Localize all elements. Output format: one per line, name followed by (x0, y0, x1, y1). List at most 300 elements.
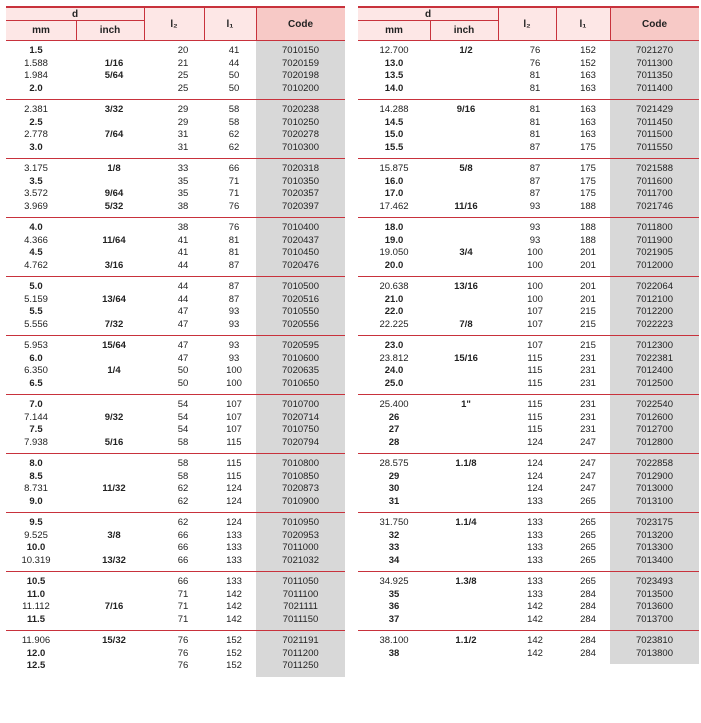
cell-l2: 41 (177, 234, 189, 246)
cell-mm: 34 (388, 554, 400, 566)
table-row (6, 471, 345, 484)
cell-mm: 5.0 (29, 281, 43, 292)
table-row (6, 319, 345, 332)
cell-l1: 66 (228, 163, 240, 174)
cell-mm: 8.731 (24, 483, 48, 494)
cell-l2: 21 (177, 57, 189, 69)
cell-code: 7010400 (282, 222, 319, 233)
header-d: d (424, 8, 432, 20)
cell-l2: 115 (527, 424, 543, 435)
cell-code: 7021032 (282, 554, 319, 566)
table-row (358, 104, 699, 117)
cell-l2: 50 (177, 365, 189, 376)
row-group (358, 100, 699, 159)
cell-l2: 133 (527, 576, 543, 587)
cell-code: 7020318 (282, 163, 319, 174)
cell-mm: 28 (388, 436, 400, 448)
cell-mm: 23.812 (379, 352, 409, 364)
cell-code: 7011450 (636, 116, 673, 128)
table-row (6, 635, 345, 648)
header-l2: l₂ (170, 18, 178, 30)
cell-l2: 58 (177, 458, 189, 469)
cell-code: 7010250 (282, 116, 319, 128)
cell-l1: 215 (580, 318, 596, 330)
cell-l2: 81 (529, 116, 541, 128)
header-vline (498, 8, 499, 40)
cell-code: 7023175 (636, 517, 673, 528)
cell-mm: 6.350 (24, 365, 48, 376)
cell-l2: 44 (177, 259, 189, 271)
cell-inch: 3/8 (107, 529, 121, 541)
table-row (358, 83, 699, 96)
table-row (6, 399, 345, 412)
cell-l2: 66 (177, 554, 189, 566)
cell-mm: 2.0 (29, 82, 43, 94)
row-group (358, 336, 699, 395)
cell-code: 7010500 (282, 281, 319, 292)
cell-mm: 14.0 (384, 82, 404, 94)
cell-l1: 265 (580, 495, 596, 507)
cell-l1: 201 (580, 259, 596, 271)
cell-mm: 26 (388, 411, 400, 423)
cell-mm: 8.0 (29, 458, 43, 469)
cell-l1: 107 (226, 399, 242, 410)
cell-l2: 71 (177, 601, 189, 612)
row-group (358, 631, 699, 664)
header-inch: inch (453, 25, 475, 36)
cell-l1: 133 (226, 529, 242, 541)
cell-l1: 133 (226, 576, 242, 587)
cell-l1: 44 (228, 57, 240, 69)
table-row (358, 176, 699, 189)
header-divider (358, 20, 498, 21)
cell-l1: 50 (228, 82, 240, 94)
table-row (358, 483, 699, 496)
table-row (6, 188, 345, 201)
cell-code: 7010850 (282, 470, 319, 482)
table-row (358, 496, 699, 509)
row-group (358, 218, 699, 277)
cell-inch: 5/16 (104, 436, 124, 448)
cell-l2: 58 (177, 470, 189, 482)
cell-mm: 15.0 (384, 129, 404, 140)
cell-l2: 50 (177, 377, 189, 389)
cell-l1: 175 (580, 163, 596, 174)
cell-l1: 58 (228, 116, 240, 128)
table-row (358, 353, 699, 366)
cell-l2: 47 (177, 318, 189, 330)
cell-code: 7013100 (636, 495, 673, 507)
table-body (6, 41, 345, 677)
cell-inch: 11/16 (454, 200, 478, 212)
cell-code: 7011900 (636, 234, 673, 246)
cell-mm: 28.575 (379, 458, 409, 469)
table-row (358, 542, 699, 555)
cell-code: 7020159 (282, 57, 319, 69)
table-row (6, 117, 345, 130)
cell-l1: 76 (228, 200, 240, 212)
cell-code: 7011400 (636, 82, 673, 94)
cell-code: 7011200 (282, 647, 319, 659)
cell-mm: 4.366 (24, 234, 48, 246)
cell-l2: 124 (527, 436, 543, 448)
cell-l1: 231 (580, 399, 596, 410)
table-row (358, 58, 699, 71)
table-row (358, 163, 699, 176)
cell-code: 7023810 (636, 635, 673, 646)
table-row (358, 530, 699, 543)
table-row (6, 517, 345, 530)
cell-mm: 20.638 (379, 281, 409, 292)
cell-inch: 5/32 (104, 200, 124, 212)
table-row (6, 260, 345, 273)
cell-mm: 1.588 (24, 57, 48, 69)
cell-inch: 15/64 (102, 340, 126, 351)
cell-code: 7010550 (282, 306, 319, 317)
cell-l1: 201 (580, 247, 596, 258)
cell-l1: 284 (580, 613, 596, 625)
cell-l2: 54 (177, 399, 189, 410)
cell-l2: 133 (527, 495, 543, 507)
table-row (358, 188, 699, 201)
table-row (6, 412, 345, 425)
cell-mm: 7.938 (24, 436, 48, 448)
table-row (6, 129, 345, 142)
cell-mm: 21.0 (384, 293, 404, 305)
table-body (358, 41, 699, 664)
cell-code: 7020238 (282, 104, 319, 115)
cell-l2: 35 (177, 188, 189, 199)
cell-l1: 71 (228, 188, 240, 199)
cell-l1: 163 (580, 82, 596, 94)
cell-code: 7011500 (636, 129, 673, 140)
cell-l1: 152 (580, 45, 596, 56)
cell-code: 7010650 (282, 377, 319, 389)
table-row (6, 555, 345, 568)
table-row (6, 306, 345, 319)
cell-l1: 284 (580, 588, 596, 600)
header-d: d (71, 8, 79, 20)
cell-mm: 4.0 (29, 222, 43, 233)
cell-code: 7011150 (282, 613, 319, 625)
cell-l2: 62 (177, 517, 189, 528)
table-row (358, 260, 699, 273)
table-row (358, 70, 699, 83)
cell-code: 7022223 (636, 318, 673, 330)
header-vline (610, 8, 611, 40)
header-l2: l₂ (523, 18, 531, 30)
cell-code: 7013200 (636, 529, 673, 541)
cell-code: 7012100 (636, 293, 673, 305)
cell-l2: 31 (177, 129, 189, 140)
table-row (358, 306, 699, 319)
table-row (358, 378, 699, 391)
cell-l1: 142 (226, 613, 242, 625)
table-row (358, 235, 699, 248)
cell-mm: 5.953 (24, 340, 48, 351)
cell-l2: 107 (527, 306, 543, 317)
cell-l1: 152 (580, 57, 596, 69)
cell-l2: 71 (177, 588, 189, 600)
cell-l2: 100 (527, 293, 543, 305)
cell-mm: 1.984 (24, 70, 48, 81)
header-vline (204, 8, 205, 40)
table-row (358, 129, 699, 142)
cell-l1: 188 (580, 222, 596, 233)
cell-code: 7020198 (282, 70, 319, 81)
cell-mm: 38.100 (379, 635, 409, 646)
cell-mm: 5.556 (24, 318, 48, 330)
header-mm: mm (385, 25, 403, 36)
cell-code: 7021270 (636, 45, 673, 56)
table-row (358, 517, 699, 530)
cell-l1: 93 (228, 306, 240, 317)
cell-mm: 22.225 (379, 318, 409, 330)
cell-code: 7020476 (282, 259, 319, 271)
cell-inch: 1/4 (107, 365, 121, 376)
cell-code: 7020516 (282, 293, 319, 305)
cell-l1: 284 (580, 635, 596, 646)
cell-l2: 66 (177, 529, 189, 541)
cell-inch: 7/32 (104, 318, 124, 330)
cell-inch: 1.1/8 (455, 458, 477, 469)
header-code: Code (642, 18, 667, 30)
cell-l1: 81 (228, 247, 240, 258)
cell-mm: 9.525 (24, 529, 48, 541)
cell-l1: 62 (228, 141, 240, 153)
cell-mm: 19.0 (384, 234, 404, 246)
table-row (6, 589, 345, 602)
cell-l1: 175 (580, 141, 596, 153)
cell-code: 7012700 (636, 424, 673, 435)
cell-mm: 30 (388, 483, 400, 494)
cell-l2: 76 (177, 647, 189, 659)
cell-l1: 231 (580, 411, 596, 423)
cell-inch: 11/64 (102, 234, 126, 246)
cell-l2: 100 (527, 281, 543, 292)
cell-code: 7012300 (636, 340, 673, 351)
cell-mm: 3.969 (24, 200, 48, 212)
cell-mm: 1.5 (29, 45, 43, 56)
cell-l1: 107 (226, 411, 242, 423)
cell-l1: 231 (580, 424, 596, 435)
cell-mm: 2.381 (24, 104, 48, 115)
cell-mm: 6.5 (29, 377, 43, 389)
row-group (358, 572, 699, 631)
cell-mm: 7.0 (29, 399, 43, 410)
cell-code: 7012600 (636, 411, 673, 423)
cell-code: 7021588 (636, 163, 673, 174)
cell-code: 7011050 (282, 576, 319, 587)
table-row (6, 496, 345, 509)
table-row (358, 340, 699, 353)
cell-mm: 4.762 (24, 259, 48, 271)
cell-l2: 47 (177, 306, 189, 317)
row-group (358, 277, 699, 336)
row-group (358, 513, 699, 572)
cell-mm: 34.925 (379, 576, 409, 587)
cell-code: 7012500 (636, 377, 673, 389)
table-row (6, 235, 345, 248)
table-row (358, 201, 699, 214)
cell-l2: 115 (527, 365, 543, 376)
cell-mm: 8.5 (29, 470, 43, 482)
cell-code: 7010700 (282, 399, 319, 410)
cell-mm: 4.5 (29, 247, 43, 258)
cell-inch: 9/32 (104, 411, 124, 423)
cell-l1: 124 (226, 517, 242, 528)
table-row (358, 471, 699, 484)
cell-code: 7021111 (283, 601, 318, 612)
cell-code: 7010750 (282, 424, 319, 435)
table-row (6, 104, 345, 117)
cell-mm: 17.0 (384, 188, 404, 199)
table-row (6, 660, 345, 673)
cell-mm: 38 (388, 647, 400, 659)
table-row (358, 281, 699, 294)
header-vline (430, 21, 431, 40)
header-vline (256, 8, 257, 40)
cell-l2: 38 (177, 222, 189, 233)
table-row (6, 142, 345, 155)
table-row (358, 412, 699, 425)
table-row (6, 483, 345, 496)
cell-l1: 71 (228, 175, 240, 187)
table-row (6, 365, 345, 378)
cell-l2: 20 (177, 45, 189, 56)
cell-l1: 247 (580, 483, 596, 494)
cell-l2: 25 (177, 70, 189, 81)
table-row (358, 222, 699, 235)
row-group (6, 277, 345, 336)
row-group (6, 218, 345, 277)
table-row (6, 614, 345, 627)
cell-inch: 9/16 (456, 104, 476, 115)
cell-l2: 115 (527, 352, 543, 364)
cell-l2: 142 (527, 647, 543, 659)
cell-mm: 3.572 (24, 188, 48, 199)
cell-l1: 265 (580, 529, 596, 541)
cell-mm: 15.875 (379, 163, 409, 174)
table-row (358, 424, 699, 437)
cell-code: 7013000 (636, 483, 673, 494)
table-row (358, 319, 699, 332)
row-group (358, 159, 699, 218)
cell-l2: 115 (527, 377, 543, 389)
table-row (6, 353, 345, 366)
cell-mm: 9.5 (29, 517, 43, 528)
cell-l2: 115 (527, 411, 543, 423)
table-row (358, 601, 699, 614)
cell-l2: 62 (177, 495, 189, 507)
cell-l2: 100 (527, 247, 543, 258)
cell-inch: 3/16 (104, 259, 124, 271)
cell-code: 7010450 (282, 247, 319, 258)
cell-code: 7010200 (282, 82, 319, 94)
table-row (6, 222, 345, 235)
cell-mm: 37 (388, 613, 400, 625)
header-vline (76, 21, 77, 40)
cell-l1: 247 (580, 458, 596, 469)
table-row (358, 576, 699, 589)
cell-code: 7013800 (636, 647, 673, 659)
header-divider (6, 20, 144, 21)
cell-l2: 35 (177, 175, 189, 187)
cell-mm: 32 (388, 529, 400, 541)
cell-l1: 100 (226, 365, 242, 376)
cell-mm: 13.0 (384, 57, 404, 69)
table-row (6, 70, 345, 83)
cell-l2: 124 (527, 458, 543, 469)
cell-l2: 33 (177, 163, 189, 174)
cell-mm: 3.0 (29, 141, 43, 153)
row-group (358, 395, 699, 454)
cell-l2: 100 (527, 259, 543, 271)
cell-l2: 93 (529, 222, 541, 233)
cell-l1: 201 (580, 281, 596, 292)
cell-inch: 1.3/8 (455, 576, 477, 587)
cell-mm: 10.319 (21, 554, 51, 566)
cell-l1: 81 (228, 234, 240, 246)
cell-l1: 107 (226, 424, 242, 435)
cell-mm: 6.0 (29, 352, 43, 364)
right-table (358, 6, 699, 664)
table-row (358, 437, 699, 450)
cell-l2: 76 (177, 660, 189, 671)
cell-mm: 13.5 (384, 70, 404, 81)
cell-code: 7010900 (282, 495, 319, 507)
table-header (358, 6, 699, 41)
cell-l2: 54 (177, 411, 189, 423)
cell-l2: 124 (527, 483, 543, 494)
cell-code: 7023493 (636, 576, 673, 587)
cell-l2: 54 (177, 424, 189, 435)
cell-code: 7012000 (636, 259, 673, 271)
cell-mm: 25.400 (379, 399, 409, 410)
cell-l2: 29 (177, 104, 189, 115)
cell-code: 7010600 (282, 352, 319, 364)
cell-inch: 7/16 (104, 601, 124, 612)
cell-code: 7011700 (636, 188, 673, 199)
cell-code: 7010800 (282, 458, 319, 469)
cell-code: 7021905 (636, 247, 673, 258)
header-code: Code (288, 18, 313, 30)
cell-inch: 1/8 (107, 163, 121, 174)
cell-l1: 133 (226, 554, 242, 566)
cell-l2: 87 (529, 188, 541, 199)
cell-l2: 133 (527, 517, 543, 528)
table-row (6, 247, 345, 260)
cell-l1: 87 (228, 259, 240, 271)
table-row (358, 648, 699, 661)
table-row (6, 458, 345, 471)
cell-l1: 142 (226, 588, 242, 600)
cell-l2: 25 (177, 82, 189, 94)
cell-l1: 215 (580, 340, 596, 351)
cell-inch: 1" (461, 399, 471, 410)
cell-mm: 11.906 (21, 635, 51, 646)
cell-l1: 201 (580, 293, 596, 305)
cell-l1: 188 (580, 234, 596, 246)
cell-code: 7010950 (282, 517, 319, 528)
cell-code: 7022858 (636, 458, 673, 469)
row-group (6, 41, 345, 100)
cell-code: 7020873 (282, 483, 319, 494)
cell-l1: 100 (226, 377, 242, 389)
cell-mm: 29 (388, 470, 400, 482)
cell-l2: 133 (527, 529, 543, 541)
cell-l1: 62 (228, 129, 240, 140)
